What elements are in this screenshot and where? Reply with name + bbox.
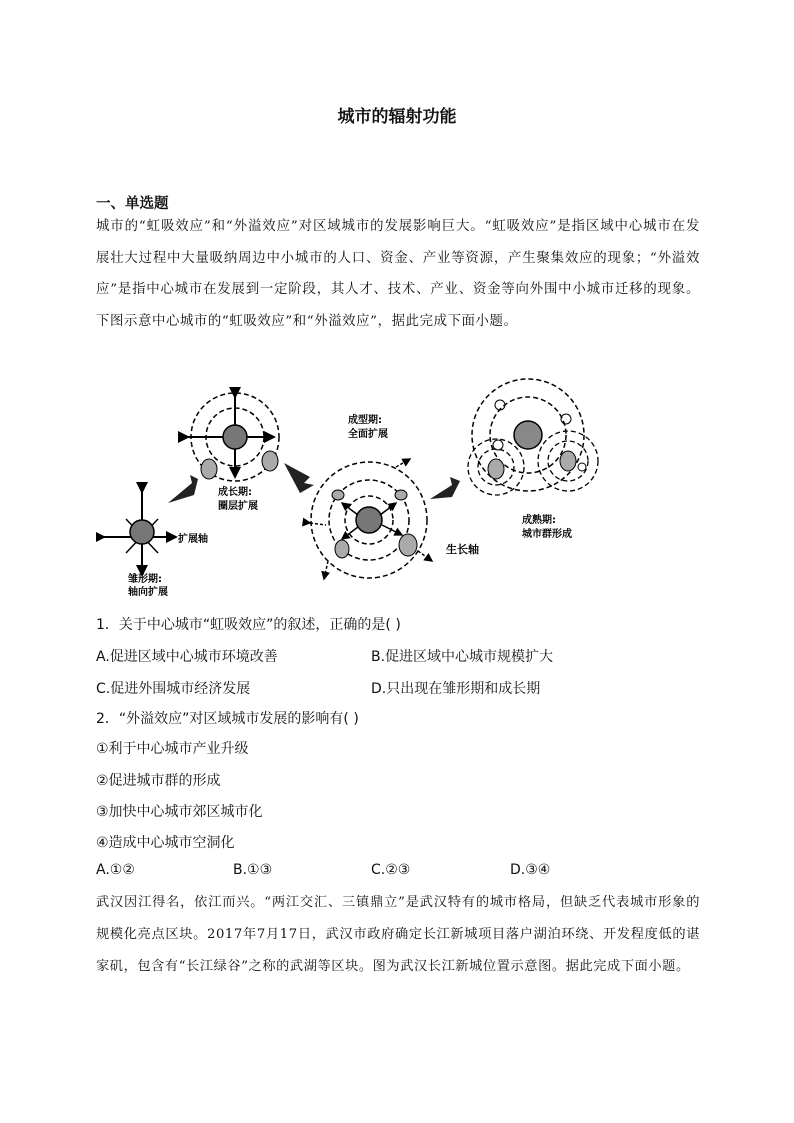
stage1-label-line1: 雏形期: (128, 574, 162, 585)
q2-option-a[interactable]: A.①② (96, 862, 135, 878)
q1-option-d[interactable]: D.只出现在雏形期和成长期 (371, 681, 541, 697)
stage3-diagram (310, 413, 479, 579)
arrow-icon (284, 463, 314, 493)
stage1-axis-label: 扩展轴 (178, 534, 208, 545)
q2-item-1: ①利于中心城市产业升级 (96, 741, 249, 757)
q1-option-a[interactable]: A.促进区域中心城市环境改善 (96, 649, 278, 665)
q2-option-c[interactable]: C.②③ (371, 862, 411, 878)
question-1-stem: 1．关于中心城市“虹吸效应”的叙述，正确的是( ) (96, 617, 401, 633)
q2-item-3: ③加快中心城市郊区城市化 (96, 804, 263, 820)
passage-2: 武汉因江得名，依江而兴。“两江交汇、三镇鼎立”是武汉特有的城市格局，但缺乏代表城市形象的规模化亮点区块。2017年7月17日，武汉市政府确定长江新城项目落户湖泊环绕、开发程度低的谌家矶，包含有“长江绿谷”之称的武湖等区块。图为武汉长江新城位置示意图。据此完成下面小题。 (96, 895, 700, 974)
stage1-label-line2: 轴向扩展 (128, 587, 168, 598)
q1-option-c[interactable]: C.促进外围城市经济发展 (96, 681, 251, 697)
stage1-diagram (104, 492, 208, 598)
passage-1: 城市的“虹吸效应”和“外溢效应”对区域城市的发展影响巨大。“虹吸效应”是指区域中心城市在发展壮大过程中大量吸纳周边中小城市的人口、资金、产业等资源，产生聚集效应的现象；“外溢效应”是指中心城市在发展到一定阶段，其人才、技术、产业、资金等向外围中小城市迁移的现象。下图示意中心城市的“虹吸效应”和“外溢效应”，据此完成下面小题。 (96, 219, 700, 329)
section-heading: 一、单选题 (96, 196, 169, 212)
stage4-diagram (468, 379, 598, 540)
question-2-stem: 2．“外溢效应”对区域城市发展的影响有( ) (96, 711, 359, 727)
arrow-icon (430, 477, 460, 499)
q2-item-4: ④造成中心城市空洞化 (96, 835, 235, 851)
q2-item-2: ②促进城市群的形成 (96, 773, 221, 789)
q2-option-b[interactable]: B.①③ (233, 862, 273, 878)
page-title: 城市的辐射功能 (337, 107, 457, 127)
arrow-icon (168, 475, 198, 503)
stage3-label-line1: 成型期: (348, 415, 382, 426)
city-radiation-figure (96, 375, 616, 600)
stage2-diagram (188, 393, 279, 512)
stage4-label-line1: 成熟期: (522, 515, 556, 526)
stage2-label-line2: 圈层扩展 (218, 501, 258, 512)
stage3-label-line2: 全面扩展 (348, 429, 388, 440)
q2-option-d[interactable]: D.③④ (510, 862, 551, 878)
q1-option-b[interactable]: B.促进区域中心城市规模扩大 (371, 649, 554, 665)
stage3-axis-label: 生长轴 (446, 543, 479, 556)
stage4-label-line2: 城市群形成 (522, 529, 572, 540)
stage2-label-line1: 成长期: (218, 487, 252, 498)
